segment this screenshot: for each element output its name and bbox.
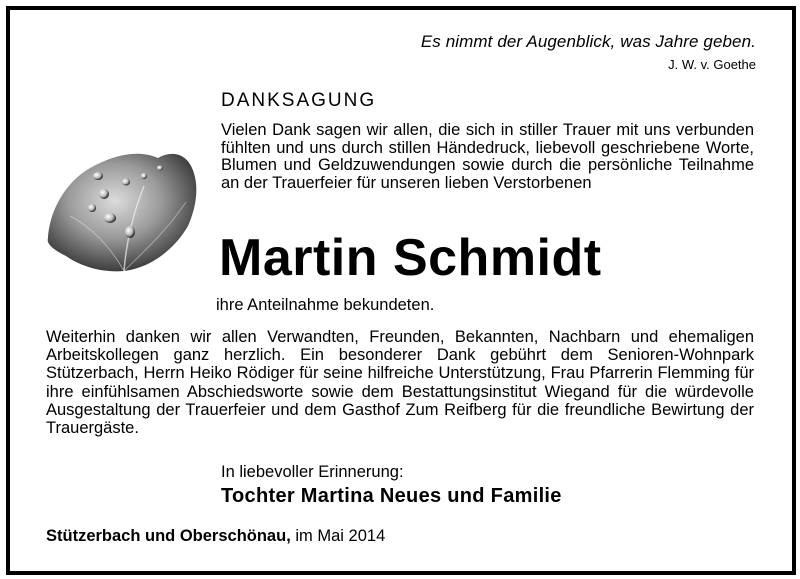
ginkgo-leaf-icon (40, 146, 204, 274)
deceased-name: Martin Schmidt (219, 229, 602, 287)
memory-label: In liebevoller Erinnerung: (221, 463, 404, 481)
family-signature: Tochter Martina Neues und Familie (221, 485, 562, 507)
place-name: Stützerbach und Oberschönau, (46, 527, 291, 545)
date-text: im Mai 2014 (295, 527, 386, 545)
intro-paragraph: Vielen Dank sagen wir allen, die sich in stiller Trauer mit uns verbunden fühlten und uns durch stillen Händedruck, liebevoll geschriebene Worte, Blumen und Geldzuwendungen sowie durch die persönliche Teilnahme an der Trauerfeier für unseren lieben Verstorbenen (221, 121, 754, 192)
quote-author: J. W. v. Goethe (668, 57, 756, 72)
thanks-paragraph: Weiterhin danken wir allen Verwandten, Freunden, Bekannten, Nachbarn und ehemaligen Arbeitskollegen ganz herzlich. Ein besonderer Dank gebührt dem Senioren-Wohnpark Stützerbach, Herrn Heiko Rödiger für seine hilfreiche Unterstützung, Frau Pfarrerin Flemming für ihre einfühlsamen Abschiedsworte sowie dem Bestattungsinstitut Wiegand für die würdevolle Ausgestaltung der Trauerfeier und dem Gasthof Zum Reifberg für die freundliche Bewirtung der Trauergäste. (46, 328, 754, 438)
place-date-line (46, 527, 385, 546)
after-name-text: ihre Anteilnahme bekundeten. (216, 296, 435, 314)
notice-heading: DANKSAGUNG (221, 90, 377, 111)
quote-text: Es nimmt der Augenblick, was Jahre geben. (420, 32, 756, 51)
